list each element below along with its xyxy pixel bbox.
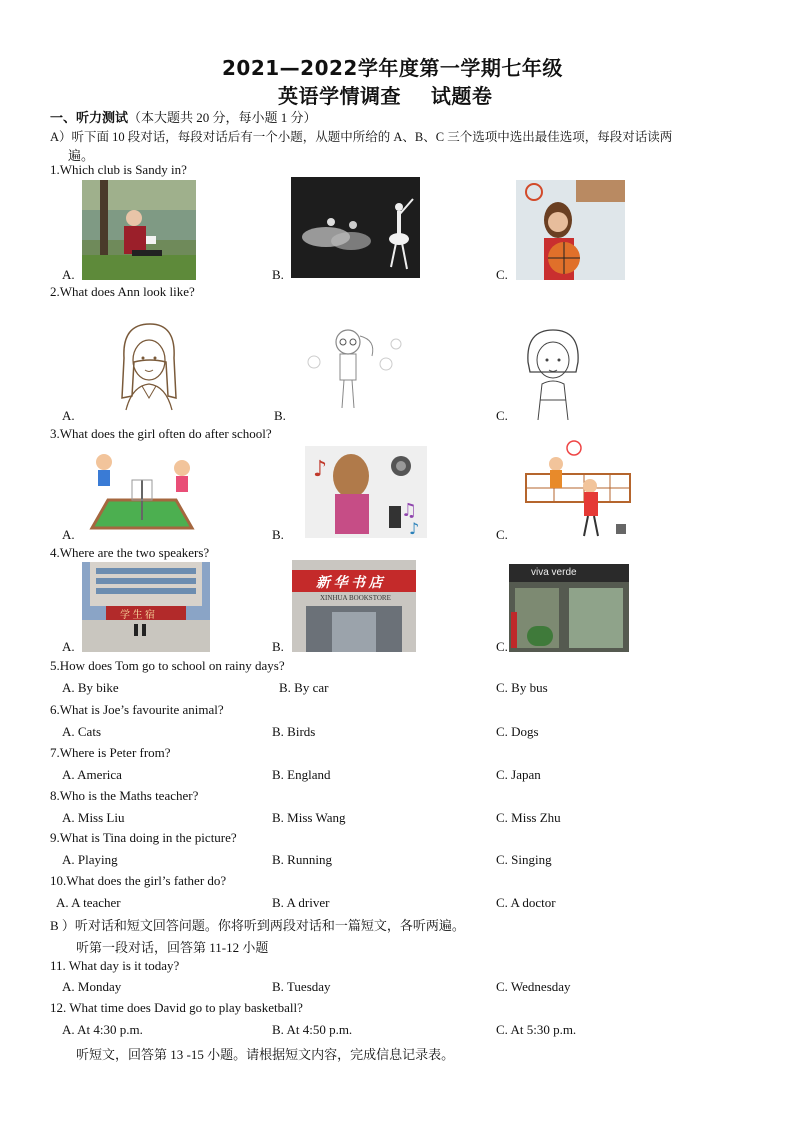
q7-option-c[interactable]: C. Japan [496,767,541,782]
shop-window-right [569,588,623,648]
q1-option-a-label[interactable]: A. [62,267,75,282]
q1-option-c-image[interactable] [516,180,625,280]
q12-option-c[interactable]: C. At 5:30 p.m. [496,1022,577,1037]
red-pole [511,612,517,648]
q9-option-a[interactable]: A. Playing [62,852,118,867]
partA-instruction-1: A）听下面 10 段对话，每段对话后有一个小题，从题中所给的 A、B、C 三个选项中选出最佳选项，每段对话读两 [50,130,673,144]
question-12: 12. What time does David go to play basketball? [50,1000,303,1015]
q3-option-b-image[interactable] [305,446,427,538]
q2-option-c-label[interactable]: C. [496,408,508,423]
q3-option-a-image[interactable] [88,450,196,532]
q8-option-a[interactable]: A. Miss Liu [62,810,125,825]
school-sign-text: 学 生 宿 [120,610,155,621]
q11-option-b[interactable]: B. Tuesday [272,979,331,994]
q12-option-a[interactable]: A. At 4:30 p.m. [62,1022,143,1037]
q4-option-c-label[interactable]: C. [496,639,508,654]
q10-option-b[interactable]: B. A driver [272,895,330,910]
q8-option-c[interactable]: C. Miss Zhu [496,810,561,825]
partB-instruction: B ）听对话和短文回答问题。你将听到两段对话和一篇短文，各听两遍。 [50,918,465,933]
svg-text:♪: ♪ [409,519,420,538]
bookstore-sign-text: 新 华 书 店 [316,576,383,591]
plants [527,626,553,646]
q7-option-a[interactable]: A. America [62,767,122,782]
partA-instruction-2: 遍。 [68,148,95,163]
q1-option-c-label[interactable]: C. [496,267,508,282]
q11-option-c[interactable]: C. Wednesday [496,979,571,994]
q3-option-c-label[interactable]: C. [496,527,508,542]
q9-option-c[interactable]: C. Singing [496,852,552,867]
q11-option-a[interactable]: A. Monday [62,979,122,994]
q1-option-b-image[interactable] [291,177,420,278]
question-10: 10.What does the girl’s father do? [50,873,227,888]
passage-instruction: 听短文，回答第 13 -15 小题。请根据短文内容，完成信息记录表。 [76,1047,455,1062]
music-listening-girl-icon [305,446,427,538]
partB-dialogue1-instruction: 听第一段对话，回答第 11-12 小题 [76,940,269,955]
q2-option-a-image[interactable] [112,318,186,414]
question-4: 4.Where are the two speakers? [50,545,210,560]
svg-text:♪: ♪ [313,457,328,482]
question-7: 7.Where is Peter from? [50,745,171,760]
q4-option-b-label[interactable]: B. [272,639,284,654]
q10-option-c[interactable]: C. A doctor [496,895,556,910]
q6-option-a[interactable]: A. Cats [62,724,101,739]
q1-option-b-label[interactable]: B. [272,267,284,282]
question-11: 11. What day is it today? [50,958,180,973]
ballet-dancers-photo-icon [291,177,420,278]
badminton-kids-cartoon-icon [88,450,196,532]
q7-option-b[interactable]: B. England [272,767,331,782]
q3-option-b-label[interactable]: B. [272,527,284,542]
glasses-girl-drawing-icon [296,322,408,414]
long-hair-girl-drawing-icon [112,318,186,414]
q10-option-a[interactable]: A. A teacher [56,895,121,910]
q2-option-b-label[interactable]: B. [274,408,286,423]
q12-option-b[interactable]: B. At 4:50 p.m. [272,1022,353,1037]
q5-option-c[interactable]: C. By bus [496,680,548,695]
shop-sign-text: viva verde [531,567,577,578]
q6-option-b[interactable]: B. Birds [272,724,316,739]
question-8: 8.Who is the Maths teacher? [50,788,199,803]
question-5: 5.How does Tom go to school on rainy days? [50,658,285,673]
bookstore-door [332,612,376,652]
q4-option-c-image[interactable] [509,564,629,652]
exam-title-line2: 英语学情调查 试题卷 [278,84,493,108]
q4-option-b-image[interactable] [292,560,416,652]
exam-title-line1: 2021—2022学年度第一学期七年级 [222,56,563,80]
q3-option-c-image[interactable] [524,440,632,540]
section-heading [50,107,317,126]
q3-option-a-label[interactable]: A. [62,527,75,542]
svg-text:♫: ♫ [401,500,418,521]
question-1: 1.Which club is Sandy in? [50,162,187,177]
q8-option-b[interactable]: B. Miss Wang [272,810,346,825]
section-title: 一、听力测试 [50,110,129,125]
q4-option-a-label[interactable]: A. [62,639,75,654]
girl-reading-photo-icon [82,180,196,280]
q2-option-a-label[interactable]: A. [62,408,75,423]
section-note: （本大题共 20 分，每小题 1 分） [128,110,317,125]
short-hair-girl-drawing-icon [520,326,586,422]
question-3: 3.What does the girl often do after school? [50,426,272,441]
question-2: 2.What does Ann look like? [50,284,195,299]
q4-option-a-image[interactable] [82,562,210,652]
q2-option-c-image[interactable] [520,326,586,422]
bookstore-sign-subtext: XINHUA BOOKSTORE [320,594,391,602]
question-6: 6.What is Joe’s favourite animal? [50,702,224,717]
volleyball-girls-cartoon-icon [524,440,632,540]
basketball-girl-photo-icon [516,180,625,280]
q1-option-a-image[interactable] [82,180,196,280]
question-9: 9.What is Tina doing in the picture? [50,830,237,845]
q5-option-a[interactable]: A. By bike [62,680,119,695]
q6-option-c[interactable]: C. Dogs [496,724,539,739]
q2-option-b-image[interactable] [296,322,408,414]
q9-option-b[interactable]: B. Running [272,852,332,867]
q5-option-b[interactable]: B. By car [279,680,329,695]
